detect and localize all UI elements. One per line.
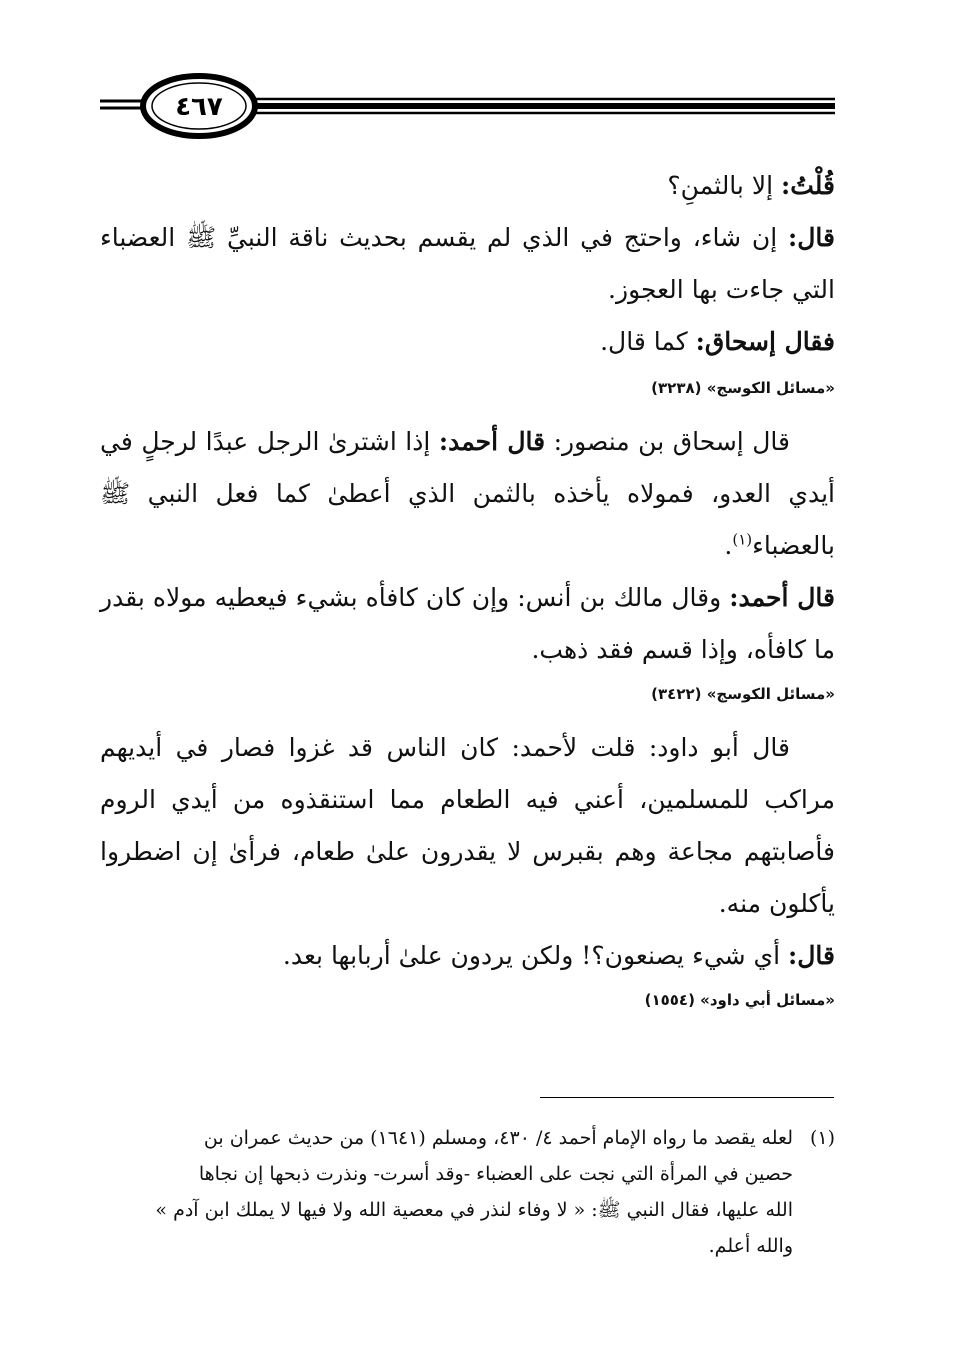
- paragraph: [100, 160, 835, 212]
- paragraph: [100, 930, 835, 982]
- footnote-line: حصين في المرأة التي نجت على العضباء -وقد أسرت- ونذرت ذبحها إن نجاها: [198, 1163, 793, 1185]
- page-number: ٤٦٧: [175, 92, 223, 122]
- source-citation: «مسائل الكوسج» (٣٤٢٢): [651, 685, 835, 703]
- paragraph-text: قال أبو داود: قلت لأحمد: كان الناس قد غزوا فصار في أيديهم مراكب للمسلمين، أعني فيه الطعام مما استنقذوه من أيدي الروم فأصابتهم مجاعة وهم بقبرس لا يقدرون علىٰ طعام، فرأىٰ إن اضطروا يأكلون منه.: [100, 733, 835, 918]
- speaker-label: قال:: [788, 941, 835, 970]
- speaker-label: فقال إسحاق:: [695, 327, 835, 356]
- paragraph-text: كما قال.: [600, 327, 696, 356]
- paragraph-text: إن شاء، واحتج في الذي لم يقسم بحديث ناقة النبيِّ ﷺ العضباء التي جاءت بها العجوز.: [100, 223, 835, 304]
- paragraph-text: إذا اشترىٰ الرجل عبدًا لرجلٍ في أيدي العدو، فمولاه يأخذه بالثمن الذي أعطىٰ كما فعل النبي ﷺ بالعضباء: [100, 427, 835, 560]
- speaker-label: قُلْتُ:: [780, 171, 835, 200]
- footnote-line: والله أعلم.: [708, 1235, 793, 1257]
- paragraph-text: إلا بالثمنِ؟: [667, 171, 781, 200]
- source-citation: «مسائل أبي داود» (١٥٥٤): [644, 991, 835, 1009]
- section-3: [100, 722, 835, 982]
- paragraph-lead: قال إسحاق بن منصور:: [545, 427, 791, 456]
- footnote-text: لعله يقصد ما رواه الإمام أحمد ٤/ ٤٣٠، ومسلم (١٦٤١) من حديث عمران بن: [203, 1127, 793, 1149]
- paragraph: [100, 722, 835, 930]
- footnote-separator: [540, 1097, 834, 1098]
- paragraph: [100, 572, 835, 676]
- footnote: [100, 1120, 835, 1264]
- speaker-label: قال أحمد:: [438, 427, 546, 456]
- footnote-number: (١): [809, 1127, 835, 1149]
- paragraph-text: أي شيء يصنعون؟! ولكن يردون علىٰ أربابها بعد.: [282, 941, 789, 970]
- footnote-line: [100, 1120, 835, 1156]
- paragraph: [100, 212, 835, 316]
- paragraph-text: وقال مالك بن أنس: وإن كان كافأه بشيء فيعطيه مولاه بقدر ما كافأه، وإذا قسم فقد ذهب.: [100, 583, 835, 664]
- page-header: [100, 72, 835, 142]
- section-2: [100, 416, 835, 676]
- speaker-label: قال أحمد:: [729, 583, 835, 612]
- paragraph: [100, 316, 835, 368]
- paragraph-end: .: [724, 531, 733, 560]
- paragraph: [100, 416, 835, 572]
- footnote-line: الله عليها، فقال النبي ﷺ: « لا وفاء لنذر في معصية الله ولا فيها لا يملك ابن آدم »: [155, 1199, 793, 1221]
- source-citation: «مسائل الكوسج» (٣٢٣٨): [651, 379, 835, 397]
- footnote-reference[interactable]: (١): [732, 530, 753, 549]
- section-1: [100, 160, 835, 368]
- speaker-label: قال:: [788, 223, 835, 252]
